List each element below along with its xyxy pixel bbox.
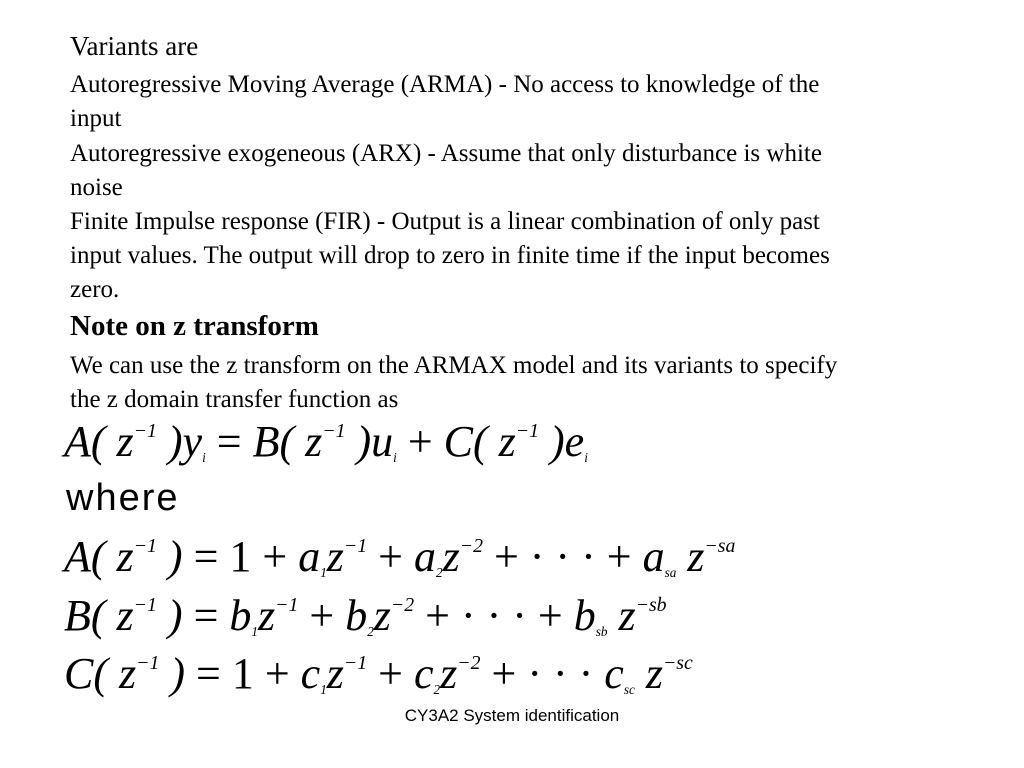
slide-footer: CY3A2 System identification xyxy=(404,706,620,725)
note-heading: Note on z transform xyxy=(70,310,319,342)
variant-arma-line-2: input xyxy=(70,105,122,132)
equation-b: B( $z^{-1}$ ) = $b1z^{-1} + b2z^{-2}$ + · · · + bsb $z^{-sb}$ xyxy=(64,591,667,640)
variant-arx-line-1: Autoregressive exogeneous (ARX) - Assume that only disturbance is white xyxy=(70,140,822,167)
variant-arx-line-2: noise xyxy=(70,174,123,201)
variant-fir-line-3: zero. xyxy=(70,276,120,303)
equation-a: A( $z^{-1}$ ) = $1 + a1z^{-1} + a2z^{-2}$ + · · · + asa $z^{-sa}$ xyxy=(64,532,736,581)
variant-fir-line-1: Finite Impulse response (FIR) - Output is a linear combination of only past xyxy=(70,208,820,235)
equation-main: A( $z^{-1}$ )yi = B( $z^{-1}$ )ui + C( $z^{-1}$ )ei xyxy=(64,417,588,466)
note-text-line-1: We can use the z transform on the ARMAX model and its variants to specify xyxy=(70,352,838,379)
note-text-line-2: the z domain transfer function as xyxy=(70,386,399,413)
slide-heading: Variants are xyxy=(70,31,199,61)
equation-c: C( $z^{-1}$ ) = $1 + c1z^{-1} + c2z^{-2}$ + · · · $\csc z^{-sc}$ xyxy=(64,649,693,698)
variant-fir-line-2: input values. The output will drop to zero in finite time if the input becomes xyxy=(70,242,830,269)
variant-arma-line-1: Autoregressive Moving Average (ARMA) - No access to knowledge of the xyxy=(70,71,820,98)
where-label: where xyxy=(66,477,180,519)
